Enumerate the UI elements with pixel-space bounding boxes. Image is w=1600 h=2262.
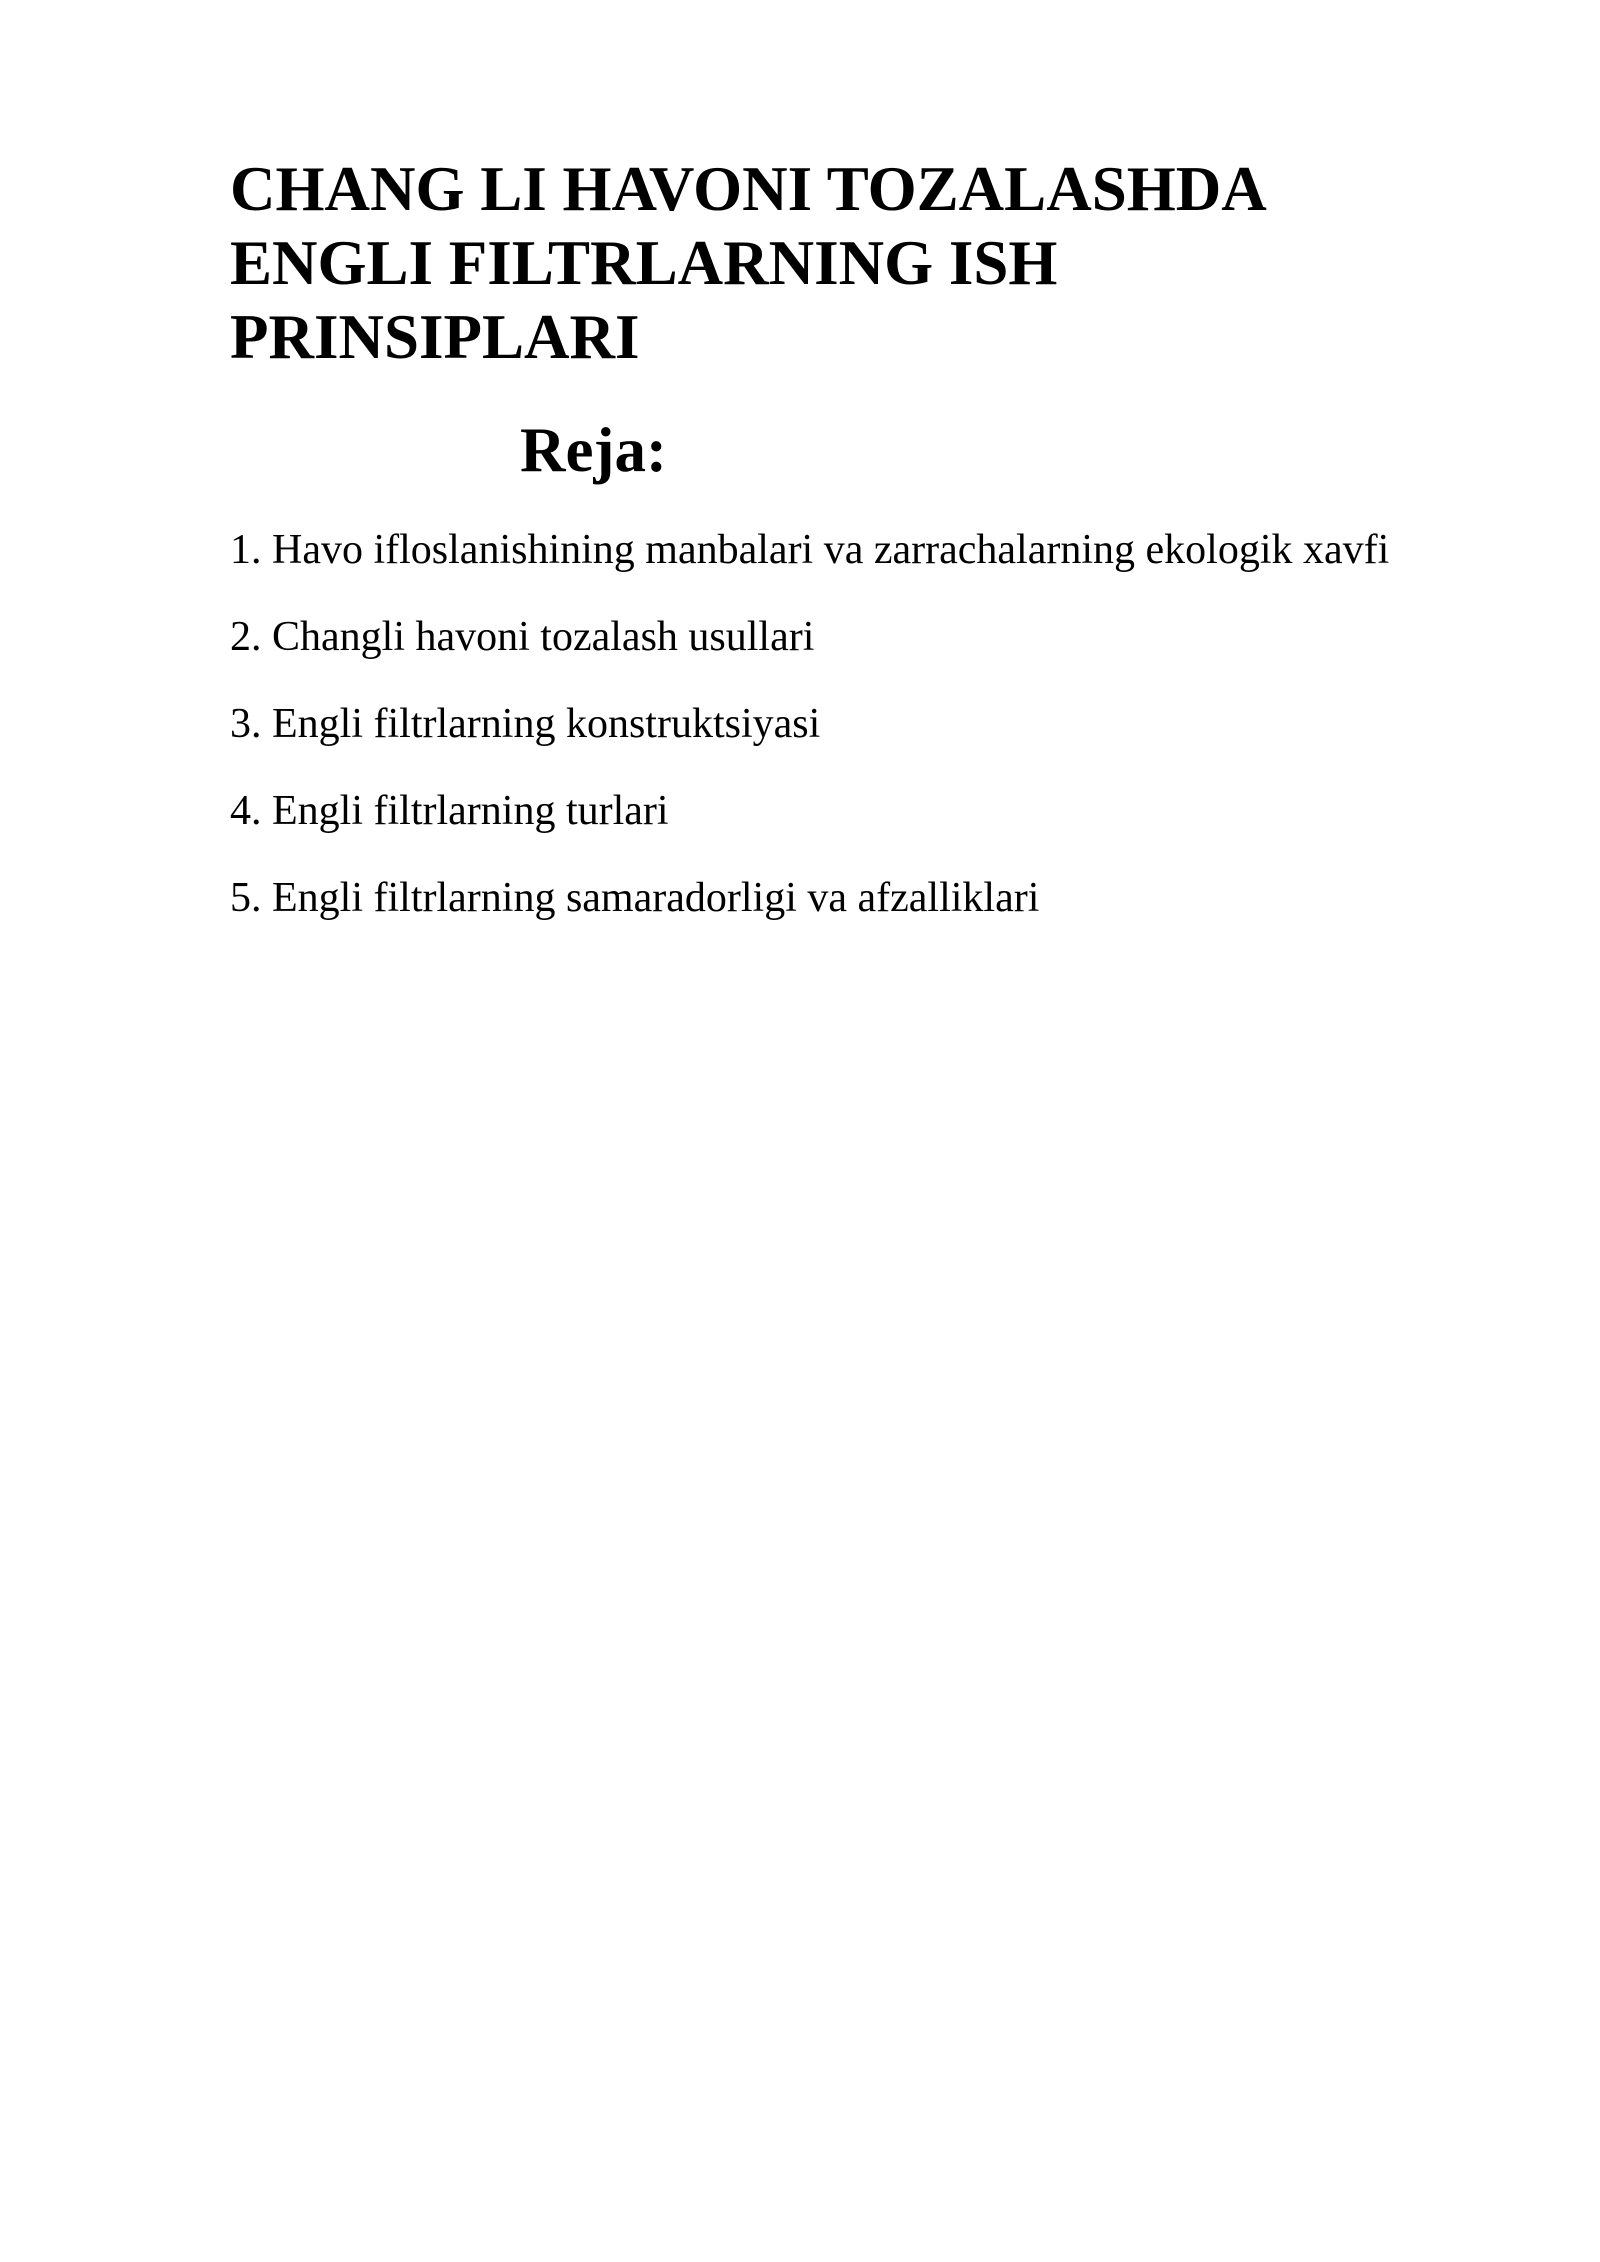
plan-item: 3. Engli filtrlarning konstruktsiyasi [230, 701, 821, 747]
plan-list [230, 520, 1570, 955]
plan-item: 1. Havo ifloslanishining manbalari va zarrachalarning ekologik xavfi [230, 527, 1390, 573]
title-line: ENGLI FILTRLARNING ISH [230, 228, 1058, 298]
plan-heading: Reja: [520, 415, 667, 485]
title-line: PRINSIPLARI [230, 302, 640, 372]
plan-item: 2. Changli havoni tozalash usullari [230, 614, 815, 660]
plan-item: 4. Engli filtrlarning turlari [230, 788, 669, 834]
title-line: CHANG LI HAVONI TOZALASHDA [230, 154, 1267, 224]
document-title [230, 152, 1430, 374]
plan-item: 5. Engli filtrlarning samaradorligi va afzalliklari [230, 875, 1040, 921]
